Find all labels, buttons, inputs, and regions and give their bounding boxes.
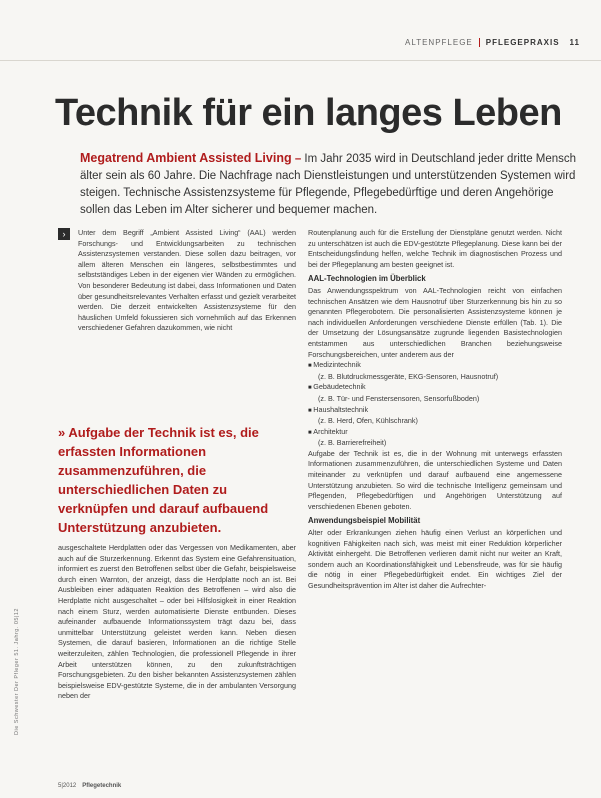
footer-issue: 5|2012 — [58, 783, 77, 789]
list-item — [308, 427, 562, 449]
list-item — [308, 382, 562, 404]
bullet-label: ■ Gebäudetechnik — [308, 382, 562, 394]
footer-magazine: Pflegetechnik — [82, 783, 122, 789]
body-paragraph: Unter dem Begriff „Ambient Assisted Living“ (AAL) werden Forschungs- und Entwicklungsarbeiten zu technischen Assistenzsystemen verstanden. Diese sollen dazu beitragen, vor allem älteren Menschen ein längeres, selbstbestimmtes und selbstständiges Leben in der eigenen vier Wänden zu ermöglichen. Von besonderer Bedeutung ist dabei, dass Informationen und Daten über gesundheitsrelevantes Verhalten erfasst und gezielt verarbeitet werden. Die derzeit entwickelten Assistenzsysteme für den häuslichen Umfeld fokussieren sich vornehmlich auf das Erkennen verschiedener Gefahren dazukommen, wie nicht — [78, 228, 296, 333]
body-paragraph: ausgeschaltete Herdplatten oder das Vergessen von Medikamenten, aber auch auf die Sturzerkennung. Erkennt das System eine Gefahrensituation, informiert es zuerst den Betroffenen selbst über die Gefahr, beispielsweise durch einen Warnton, der anzeigt, dass die Herdplatte noch an ist. Bei Ausbleiben einer adäquaten Reaktion des Betroffenen – wird also die Herdplatte nicht ausgeschaltet – oder bei Hilfslosigkeit in einer Reaktion nach einem Sturz, werden automatisierte Dienste entbunden. Dieses aufeinander aufbauende Informationssystem trägt dazu bei, dass unmittelbar Unterstützung geleistet werden kann. Neben diesen Systemen, die darauf basieren, Informationen an die richtige Stelle weiterzuleiten, zählen Technologien, die professionell Pflegende in ihrer Arbeit unterstützen können, zu den zukunftsträchtigen Forschungsgebieten. Zu den bisher bekannten Assistenzsystemen zählen beispielsweise EDV-gestützte Systeme, die in der ambulanten Versorgung neben der — [58, 543, 296, 701]
bullet-list — [308, 360, 562, 449]
column-left-bottom — [58, 543, 296, 702]
lead-dash: – — [294, 153, 302, 165]
bullet-label: ■ Architektur — [308, 427, 562, 439]
column-left-top — [78, 228, 296, 334]
lead-text: Im Jahr 2035 wird in Deutschland jeder dritte Mensch älter sein als 60 Jahre. Die Nachfrage nach Dienstleistungen und unterstützenden Systemen wird steigen. Technische Assistenzsysteme für Pflegende, Pflegebedürftige und deren Angehörige sollen das Leben im Alter sicherer und bequemer machen. — [80, 153, 577, 216]
header-rule — [0, 60, 601, 61]
bullet-label: ■ Haushaltstechnik — [308, 405, 562, 417]
quote-mark-icon: » — [58, 425, 66, 440]
list-item — [308, 360, 562, 382]
column-right — [308, 228, 562, 592]
bullet-example: (z. B. Barrierefreiheit) — [318, 438, 387, 448]
article-title: Technik für ein langes Leben — [55, 92, 562, 134]
page-number: 11 — [569, 38, 580, 47]
body-paragraph: Routenplanung auch für die Erstellung der Dienstpläne genutzt werden. Nicht zu unterschätzen ist auch die EDV-gestützte Pflegeplanung. Diese kann bei der Entscheidungsfindung helfen, welche Technik im diagnostischen Prozess und bei der Pflegeplanung am besten geeignet ist. — [308, 228, 562, 269]
body-paragraph: Aufgabe der Technik ist es, die in der Wohnung mit unterwegs erfassten Informationen zusammenzuführen, die unterschiedlichen Systeme und Daten miteinander zu verknüpfen und darauf aufbauend eine angemessene Unterstützung anzubieten. So wird die technische Intelligenz gemeinsam und Pflegenden, Pflegebedürftigen und Angehörigen Unterstützung auf verschiedenen Ebenen geboten. — [308, 448, 562, 511]
bullet-example: (z. B. Blutdruckmessgeräte, EKG-Sensoren, Hausnotruf) — [318, 371, 499, 381]
body-paragraph: Alter oder Erkrankungen ziehen häufig einen Verlust an körperlichen und kognitiven Fähigkeiten nach sich, was meist mit einer Reduktion körperlicher Aktivität einhergeht. Die Betroffenen verlieren damit nicht nur weiter an Kraft, sondern auch an Koordinationsfähigkeit und Lebensfreude, was für sie häufig die nötig in einer Pflegebedürftigkeit endet. Ein wichtiges Ziel der Gesundheitsprävention im Alter ist daher die Aufrechter- — [308, 528, 562, 590]
page-footer — [58, 783, 121, 789]
section-label: ALTENPFLEGE — [405, 38, 473, 47]
article-lead — [80, 150, 580, 219]
running-header — [405, 38, 580, 47]
body-paragraph: Das Anwendungsspektrum von AAL-Technologien reicht von einfachen technischen Ansätzen wie dem Hausnotruf über Sturzerkennung bis hin zu so genannten Pflegerobotern. Die personalisierten Assistenzsysteme können je nach individuellen Anforderungen verschiedene Dienste erfüllen (Tab. 1). Die der Umsetzung der Lösungsansätze zugrunde liegenden Basistechnologien entstammen aus unterschiedlichen Branchen beziehungsweise Forschungsbereichen, unter anderem aus der — [308, 285, 562, 359]
pull-quote — [58, 423, 298, 537]
magazine-label: PFLEGEPRAXIS — [485, 38, 560, 47]
pull-quote-text: Aufgabe der Technik ist es, die erfassten Informationen zusammenzuführen, die unterschiedlichen Daten zu verknüpfen und darauf aufbauend Unterstützung anzubieten. — [58, 425, 269, 535]
header-divider — [479, 38, 480, 47]
list-item — [308, 405, 562, 427]
lead-keyword: Megatrend Ambient Assisted Living — [80, 151, 292, 165]
subheading: Anwendungsbeispiel Mobilität — [308, 516, 421, 526]
side-imprint: Die Schwester Der Pfleger 51. Jahrg. 05|12 — [14, 608, 20, 735]
bullet-example: (z. B. Tür- und Fenstersensoren, Sensorfußboden) — [318, 393, 480, 403]
bullet-label: ■ Medizintechnik — [308, 360, 562, 372]
subheading: AAL-Technologien im Überblick — [308, 274, 426, 284]
bullet-example: (z. B. Herd, Ofen, Kühlschrank) — [318, 416, 418, 426]
arrow-icon: › — [58, 228, 70, 240]
